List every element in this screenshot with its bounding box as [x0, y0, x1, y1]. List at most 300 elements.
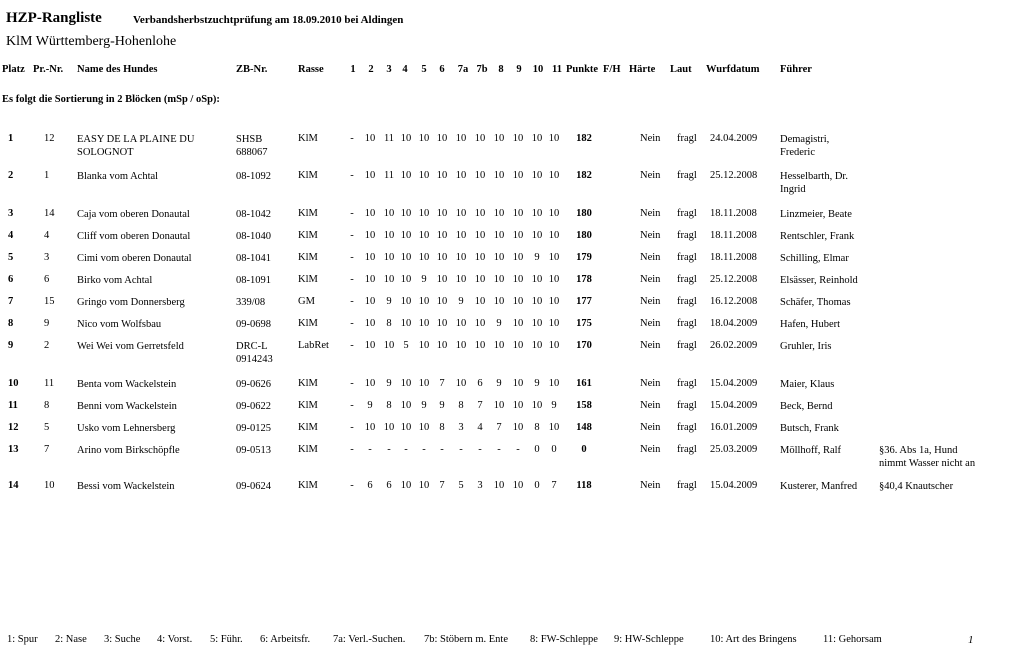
- table-row-score: 0: [534, 444, 540, 455]
- table-row-fuehrer: Kusterer, Manfred: [780, 481, 858, 492]
- table-row-score: 10: [436, 208, 448, 219]
- table-row-fuehrer: Schäfer, Thomas: [780, 297, 851, 308]
- legend-item: 5: Führ.: [210, 634, 243, 645]
- table-row-score: -: [350, 296, 354, 307]
- table-row-score: 10: [531, 274, 543, 285]
- table-row-score: 10: [400, 422, 412, 433]
- table-row-score: -: [350, 422, 354, 433]
- table-row-punkte: 175: [576, 318, 592, 329]
- table-row-wurfdatum: 18.11.2008: [710, 230, 757, 241]
- table-row-name: Cliff vom oberen Donautal: [77, 231, 191, 242]
- table-row-rasse: KlM: [298, 400, 318, 411]
- table-row-haerte: Nein: [640, 422, 661, 433]
- table-row-score: 5: [458, 480, 464, 491]
- table-row-score: 10: [400, 208, 412, 219]
- header-fuehrer: Führer: [780, 64, 812, 75]
- table-row-score: 10: [548, 296, 560, 307]
- table-row-pr-nr: 12: [44, 133, 55, 144]
- table-row-score: 9: [421, 400, 427, 411]
- table-row-score: 10: [531, 318, 543, 329]
- table-row-platz: 6: [8, 274, 14, 285]
- table-row-punkte: 182: [576, 170, 592, 181]
- table-row-score: 10: [493, 252, 505, 263]
- table-row-zb-nr: 08-1041: [236, 253, 271, 264]
- table-row-score: 8: [458, 400, 464, 411]
- table-row-score: 10: [493, 400, 505, 411]
- table-row-haerte: Nein: [640, 400, 661, 411]
- table-row-punkte: 177: [576, 296, 592, 307]
- table-row-score: -: [422, 444, 426, 455]
- table-row-wurfdatum: 24.04.2009: [710, 133, 758, 144]
- table-row-score: -: [350, 378, 354, 389]
- table-row-score: 10: [400, 318, 412, 329]
- table-row-score: 0: [534, 480, 540, 491]
- table-row-pr-nr: 3: [44, 252, 50, 263]
- table-row-score: 3: [477, 480, 483, 491]
- table-row-score: 10: [400, 230, 412, 241]
- table-row-fuehrer: Demagistri, Frederic: [780, 134, 830, 158]
- table-row-pr-nr: 8: [44, 400, 50, 411]
- table-row-score: 10: [364, 252, 376, 263]
- table-row-score: 10: [548, 252, 560, 263]
- table-row-pr-nr: 9: [44, 318, 50, 329]
- header-zb-nr: ZB-Nr.: [236, 64, 268, 75]
- table-row-score: 10: [418, 252, 430, 263]
- table-row-platz: 2: [8, 170, 14, 181]
- table-row-rasse: KlM: [298, 170, 318, 181]
- table-row-haerte: Nein: [640, 274, 661, 285]
- table-row-punkte: 180: [576, 208, 592, 219]
- table-row-name: Benni vom Wackelstein: [77, 401, 177, 412]
- table-row-rasse: LabRet: [298, 340, 329, 351]
- table-row-fuehrer: Gruhler, Iris: [780, 341, 832, 352]
- table-row-score: 9: [386, 378, 392, 389]
- table-row-score: 6: [367, 480, 373, 491]
- table-row-score: 10: [400, 252, 412, 263]
- table-row-score: -: [478, 444, 482, 455]
- table-row-score: 10: [548, 318, 560, 329]
- table-row-punkte: 178: [576, 274, 592, 285]
- table-row-score: 10: [436, 133, 448, 144]
- table-row-fuehrer: Hafen, Hubert: [780, 319, 841, 330]
- table-row-score: 10: [418, 422, 430, 433]
- legend-item: 11: Gehorsam: [823, 634, 882, 645]
- table-row-score: 10: [493, 340, 505, 351]
- table-row-score: 0: [551, 444, 557, 455]
- table-row-rasse: KlM: [298, 208, 318, 219]
- table-row-platz: 10: [8, 378, 19, 389]
- table-row-score: 10: [493, 170, 505, 181]
- header-col-c5: 5: [421, 64, 427, 75]
- header-platz: Platz: [2, 64, 25, 75]
- table-row-fuehrer: Butsch, Frank: [780, 423, 839, 434]
- table-row-haerte: Nein: [640, 133, 661, 144]
- table-row-haerte: Nein: [640, 480, 661, 491]
- table-row-punkte: 118: [576, 480, 592, 491]
- table-row-score: 10: [436, 274, 448, 285]
- table-row-score: 10: [364, 133, 376, 144]
- table-row-laut: fragl: [677, 480, 697, 491]
- table-row-score: 10: [474, 170, 486, 181]
- table-row-laut: fragl: [677, 340, 697, 351]
- table-row-score: -: [350, 230, 354, 241]
- table-row-name: Benta vom Wackelstein: [77, 379, 177, 390]
- table-row-score: 10: [493, 230, 505, 241]
- header-col-c2: 2: [368, 64, 374, 75]
- table-row-score: 10: [364, 208, 376, 219]
- table-row-rasse: KlM: [298, 230, 318, 241]
- table-row-name: Gringo vom Donnersberg: [77, 297, 185, 308]
- legend-item: 8: FW-Schleppe: [530, 634, 598, 645]
- table-row-name: Usko vom Lehnersberg: [77, 423, 176, 434]
- table-row-score: 10: [512, 422, 524, 433]
- table-row-score: 10: [418, 230, 430, 241]
- table-row-name: Bessi vom Wackelstein: [77, 481, 175, 492]
- table-row-score: 10: [436, 340, 448, 351]
- table-row-score: 10: [512, 378, 524, 389]
- table-row-score: 10: [455, 208, 467, 219]
- table-row-score: 9: [534, 378, 540, 389]
- table-row-score: 5: [403, 340, 409, 351]
- table-row-score: 10: [364, 378, 376, 389]
- table-row-zb-nr: 08-1040: [236, 231, 271, 242]
- table-row-pr-nr: 5: [44, 422, 50, 433]
- table-row-score: 10: [531, 400, 543, 411]
- table-row-score: 10: [383, 208, 395, 219]
- table-row-score: 10: [531, 208, 543, 219]
- table-row-score: 10: [436, 296, 448, 307]
- table-row-fuehrer: Rentschler, Frank: [780, 231, 855, 242]
- table-row-pr-nr: 11: [44, 378, 55, 389]
- table-row-score: 10: [548, 340, 560, 351]
- header-rasse: Rasse: [298, 64, 324, 75]
- table-row-wurfdatum: 18.04.2009: [710, 318, 758, 329]
- table-row-score: -: [350, 444, 354, 455]
- table-row-score: 10: [418, 133, 430, 144]
- table-row-score: 10: [383, 422, 395, 433]
- table-row-platz: 3: [8, 208, 14, 219]
- table-row-score: 10: [474, 340, 486, 351]
- legend-item: 6: Arbeitsfr.: [260, 634, 311, 645]
- table-row-score: 9: [367, 400, 373, 411]
- legend-item: 10: Art des Bringens: [710, 634, 797, 645]
- table-row-score: 3: [458, 422, 464, 433]
- table-row-haerte: Nein: [640, 318, 661, 329]
- header-wurfdatum: Wurfdatum: [706, 64, 760, 75]
- legend-item: 7b: Stöbern m. Ente: [424, 634, 508, 645]
- table-row-wurfdatum: 15.04.2009: [710, 400, 758, 411]
- table-row-laut: fragl: [677, 296, 697, 307]
- table-row-score: 9: [439, 400, 445, 411]
- table-row-zb-nr: 08-1092: [236, 171, 271, 182]
- legend-item: 9: HW-Schleppe: [614, 634, 684, 645]
- table-row-score: 10: [455, 340, 467, 351]
- legend-item: 4: Vorst.: [157, 634, 193, 645]
- table-row-score: 10: [548, 133, 560, 144]
- table-row-score: 10: [512, 274, 524, 285]
- table-row-score: 10: [418, 208, 430, 219]
- table-row-platz: 13: [8, 444, 19, 455]
- table-row-score: 10: [364, 422, 376, 433]
- header-punkte: Punkte: [566, 64, 599, 75]
- table-row-score: 10: [364, 170, 376, 181]
- table-row-rasse: KlM: [298, 274, 318, 285]
- header-col-c4: 4: [402, 64, 408, 75]
- table-row-score: 10: [383, 252, 395, 263]
- table-row-score: 10: [400, 378, 412, 389]
- table-row-score: -: [350, 170, 354, 181]
- table-row-score: 10: [455, 252, 467, 263]
- table-row-score: 10: [418, 480, 430, 491]
- table-row-score: -: [497, 444, 501, 455]
- table-row-wurfdatum: 16.01.2009: [710, 422, 758, 433]
- table-row-wurfdatum: 25.12.2008: [710, 274, 758, 285]
- table-row-fuehrer: Hesselbarth, Dr. Ingrid: [780, 171, 848, 195]
- table-row-wurfdatum: 18.11.2008: [710, 252, 757, 263]
- table-row-rasse: KlM: [298, 480, 318, 491]
- table-row-score: 10: [364, 274, 376, 285]
- table-row-zb-nr: 08-1042: [236, 209, 271, 220]
- table-row-score: 10: [436, 252, 448, 263]
- table-row-name: Birko vom Achtal: [77, 275, 153, 286]
- table-row-score: 10: [436, 230, 448, 241]
- table-row-score: -: [368, 444, 372, 455]
- table-row-score: 10: [548, 230, 560, 241]
- document-title: HZP-Rangliste: [6, 10, 102, 26]
- table-row-score: 10: [512, 170, 524, 181]
- table-row-platz: 1: [8, 133, 14, 144]
- table-row-score: 10: [418, 318, 430, 329]
- table-row-score: 10: [364, 340, 376, 351]
- table-row-platz: 11: [8, 400, 18, 411]
- table-row-score: 8: [534, 422, 540, 433]
- table-row-name: Cimi vom oberen Donautal: [77, 253, 192, 264]
- table-row-score: 9: [496, 378, 502, 389]
- table-row-score: 10: [400, 480, 412, 491]
- table-row-rasse: KlM: [298, 378, 318, 389]
- table-row-laut: fragl: [677, 230, 697, 241]
- table-row-zb-nr: 09-0626: [236, 379, 271, 390]
- table-row-zb-nr: 08-1091: [236, 275, 271, 286]
- table-row-wurfdatum: 15.04.2009: [710, 480, 758, 491]
- table-row-wurfdatum: 26.02.2009: [710, 340, 758, 351]
- header-col-c6: 6: [439, 64, 445, 75]
- table-row-score: -: [350, 400, 354, 411]
- legend-item: 2: Nase: [55, 634, 87, 645]
- table-row-punkte: 0: [581, 444, 587, 455]
- table-row-name: Nico vom Wolfsbau: [77, 319, 162, 330]
- table-row-platz: 14: [8, 480, 19, 491]
- table-row-score: -: [350, 318, 354, 329]
- table-row-score: -: [387, 444, 391, 455]
- header-col-c8: 8: [498, 64, 504, 75]
- table-row-score: 10: [436, 318, 448, 329]
- table-row-laut: fragl: [677, 422, 697, 433]
- table-row-laut: fragl: [677, 208, 697, 219]
- table-row-platz: 4: [8, 230, 14, 241]
- table-row-pr-nr: 15: [44, 296, 55, 307]
- table-row-score: -: [350, 274, 354, 285]
- table-row-laut: fragl: [677, 444, 697, 455]
- table-row-laut: fragl: [677, 274, 697, 285]
- table-row-score: 10: [455, 274, 467, 285]
- table-row-score: -: [350, 208, 354, 219]
- table-row-score: 7: [439, 378, 445, 389]
- table-row-score: 10: [400, 133, 412, 144]
- table-row-score: -: [350, 133, 354, 144]
- table-row-rasse: GM: [298, 296, 315, 307]
- table-row-zb-nr: 09-0624: [236, 481, 271, 492]
- table-row-score: 10: [400, 170, 412, 181]
- legend-item: 7a: Verl.-Suchen.: [333, 634, 406, 645]
- table-row-score: 10: [474, 230, 486, 241]
- table-row-score: 10: [493, 296, 505, 307]
- table-row-score: 10: [364, 318, 376, 329]
- table-row-score: 10: [512, 400, 524, 411]
- table-row-pr-nr: 10: [44, 480, 55, 491]
- table-row-score: 6: [477, 378, 483, 389]
- table-row-name: Arino vom Birkschöpfle: [77, 445, 180, 456]
- table-row-pr-nr: 6: [44, 274, 50, 285]
- table-row-note: §40,4 Knautscher: [879, 481, 954, 492]
- table-row-score: 9: [496, 318, 502, 329]
- table-row-score: 10: [474, 252, 486, 263]
- table-row-score: 9: [551, 400, 557, 411]
- table-row-score: 10: [400, 296, 412, 307]
- document-subtitle: Verbandsherbstzuchtprüfung am 18.09.2010 bei Aldingen: [133, 14, 404, 26]
- table-row-score: 10: [548, 170, 560, 181]
- table-row-pr-nr: 7: [44, 444, 50, 455]
- table-row-fuehrer: Linzmeier, Beate: [780, 209, 852, 220]
- table-row-haerte: Nein: [640, 252, 661, 263]
- table-row-score: -: [404, 444, 408, 455]
- header-laut: Laut: [670, 64, 692, 75]
- header-col-c7a: 7a: [457, 64, 469, 75]
- page-number: 1: [968, 634, 974, 646]
- table-row-score: 10: [512, 133, 524, 144]
- table-row-wurfdatum: 16.12.2008: [710, 296, 758, 307]
- header-fh: F/H: [603, 64, 621, 75]
- table-row-fuehrer: Möllhoff, Ralf: [780, 445, 842, 456]
- table-row-wurfdatum: 25.03.2009: [710, 444, 758, 455]
- table-row-score: 10: [493, 480, 505, 491]
- table-row-score: 10: [493, 274, 505, 285]
- table-row-platz: 12: [8, 422, 19, 433]
- table-row-score: 6: [386, 480, 392, 491]
- table-row-fuehrer: Maier, Klaus: [780, 379, 835, 390]
- table-row-score: 10: [418, 170, 430, 181]
- table-row-score: 7: [439, 480, 445, 491]
- table-row-score: 10: [364, 230, 376, 241]
- header-haerte: Härte: [629, 64, 656, 75]
- table-row-laut: fragl: [677, 400, 697, 411]
- table-row-score: 10: [474, 296, 486, 307]
- table-row-haerte: Nein: [640, 296, 661, 307]
- table-row-score: 10: [455, 378, 467, 389]
- table-row-fuehrer: Schilling, Elmar: [780, 253, 849, 264]
- table-row-score: 10: [512, 296, 524, 307]
- header-pr-nr: Pr.-Nr.: [33, 64, 64, 75]
- table-row-platz: 5: [8, 252, 14, 263]
- table-row-score: 10: [436, 170, 448, 181]
- table-row-score: 10: [418, 296, 430, 307]
- table-row-score: -: [440, 444, 444, 455]
- table-row-score: 8: [386, 318, 392, 329]
- table-row-laut: fragl: [677, 378, 697, 389]
- table-row-rasse: KlM: [298, 133, 318, 144]
- table-row-score: 10: [455, 170, 467, 181]
- table-row-pr-nr: 2: [44, 340, 50, 351]
- table-row-score: 10: [383, 274, 395, 285]
- table-row-score: 10: [418, 340, 430, 351]
- table-row-punkte: 148: [576, 422, 592, 433]
- table-row-punkte: 180: [576, 230, 592, 241]
- table-row-score: 10: [512, 340, 524, 351]
- table-row-haerte: Nein: [640, 444, 661, 455]
- table-row-note: §36. Abs 1a, Hund nimmt Wasser nicht an: [879, 445, 976, 469]
- header-col-c11: 11: [552, 64, 562, 75]
- table-row-zb-nr: 09-0698: [236, 319, 271, 330]
- table-row-name: Caja vom oberen Donautal: [77, 209, 190, 220]
- table-row-score: 10: [512, 480, 524, 491]
- table-row-laut: fragl: [677, 133, 697, 144]
- table-row-score: -: [459, 444, 463, 455]
- table-row-score: 10: [531, 340, 543, 351]
- header-col-c3: 3: [386, 64, 392, 75]
- table-row-score: 10: [512, 252, 524, 263]
- table-row-punkte: 182: [576, 133, 592, 144]
- table-row-score: 10: [364, 296, 376, 307]
- table-row-punkte: 158: [576, 400, 592, 411]
- table-row-zb-nr: 339/08: [236, 297, 266, 308]
- table-row-score: 10: [548, 378, 560, 389]
- table-row-score: 10: [383, 340, 395, 351]
- table-row-score: 10: [455, 318, 467, 329]
- table-row-wurfdatum: 25.12.2008: [710, 170, 758, 181]
- table-row-score: 10: [418, 378, 430, 389]
- table-row-score: 10: [383, 230, 395, 241]
- table-row-rasse: KlM: [298, 318, 318, 329]
- table-row-score: 10: [493, 208, 505, 219]
- table-row-rasse: KlM: [298, 252, 318, 263]
- table-row-rasse: KlM: [298, 422, 318, 433]
- table-row-score: 9: [421, 274, 427, 285]
- table-row-laut: fragl: [677, 252, 697, 263]
- header-col-c7b: 7b: [476, 64, 488, 75]
- table-row-score: 11: [383, 133, 395, 144]
- table-row-score: 10: [531, 170, 543, 181]
- table-row-score: 10: [400, 274, 412, 285]
- header-col-c9: 9: [516, 64, 522, 75]
- table-row-score: 10: [548, 422, 560, 433]
- table-row-score: 11: [383, 170, 395, 181]
- table-row-score: -: [350, 252, 354, 263]
- table-row-wurfdatum: 15.04.2009: [710, 378, 758, 389]
- table-row-laut: fragl: [677, 170, 697, 181]
- table-row-zb-nr: DRC-L 0914243: [236, 341, 273, 365]
- table-row-haerte: Nein: [640, 208, 661, 219]
- table-row-score: 10: [474, 208, 486, 219]
- legend-item: 3: Suche: [104, 634, 141, 645]
- club-name: KlM Württemberg-Hohenlohe: [6, 34, 177, 49]
- table-row-pr-nr: 4: [44, 230, 50, 241]
- table-row-score: 9: [458, 296, 464, 307]
- table-row-rasse: KlM: [298, 444, 318, 455]
- table-row-score: 8: [386, 400, 392, 411]
- table-row-name: Blanka vom Achtal: [77, 171, 159, 182]
- table-row-platz: 9: [8, 340, 14, 351]
- table-row-name: EASY DE LA PLAINE DU SOLOGNOT: [77, 134, 195, 158]
